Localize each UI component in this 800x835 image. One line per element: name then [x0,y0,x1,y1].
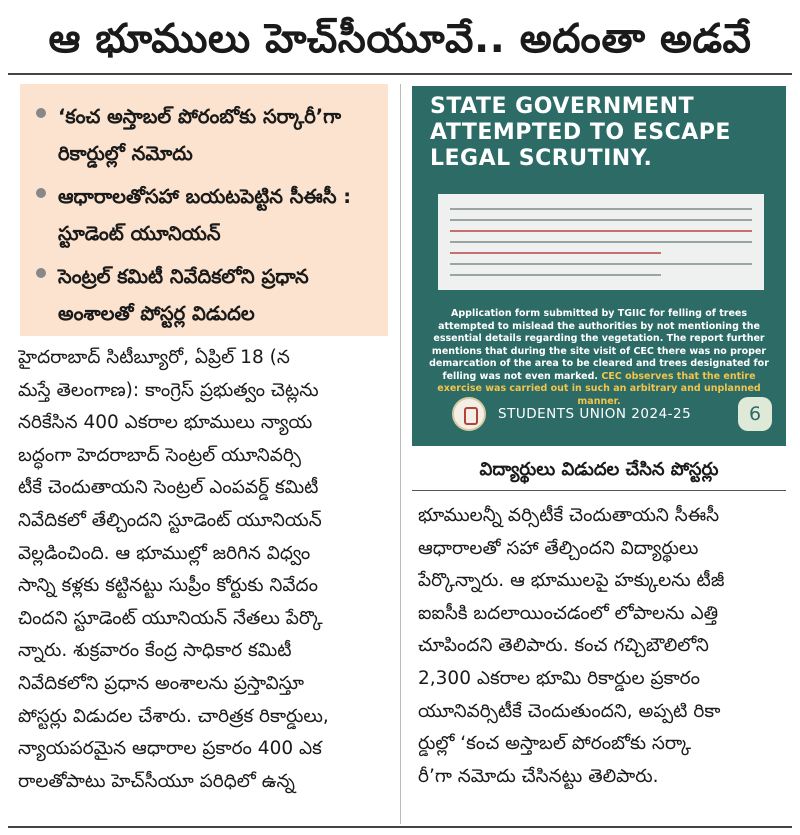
article-line: బద్ధంగా హెదరాబాద్‌ సెంట్రల్‌ యూనివర్సి [18,444,301,466]
article-line: నివేదికలో తేల్చిందని స్టూడెంట్‌ యూనియన్‌ [18,509,322,531]
poster-footer-label: STUDENTS UNION 2024-25 [498,406,692,422]
poster-page-number: 6 [738,397,772,431]
highlights-box [20,84,388,336]
bullet-dot-icon [36,268,46,278]
article-line: చిందని స్టూడెంట్‌ యూనియన్‌ నేతలు పేర్కొ [18,607,323,629]
poster-title-line: STATE GOVERNMENT [430,94,695,119]
bullet-dot-icon [36,188,46,198]
article-line: న్నారు. శుక్రవారం కేంద్ర సాధికార కమిటీ [18,640,292,662]
university-seal-icon [452,397,486,431]
bullet-dot-icon [36,108,46,118]
highlight-item [36,258,378,332]
document-excerpt-image [438,194,764,290]
top-rule [8,73,792,75]
article-line: రీ’గా నమోదు చేసినట్టు తెలిపారు. [418,765,659,787]
poster-caption-text [424,308,774,408]
article-line: సాన్ని కళ్లకు కట్టినట్టు సుప్రీం కోర్టుకు నివేదం [18,575,318,597]
article-column-right [418,500,788,793]
poster-title [424,94,774,172]
article-line: నివేదికలోని ప్రధాన అంశాలను ప్రస్తావిస్తూ [18,672,305,694]
article-line: నరికేసిన 400 ఎకరాల భూములు న్యాయ [18,412,313,434]
article-line: వెల్లడించింది. ఆ భూముల్లో జరిగిన విధ్వం [18,542,311,564]
article-column-left [18,342,390,798]
article-line: ర్డుల్లో ‘కంచ అస్తాబల్‌ పోరంబోకు సర్కా [418,733,692,755]
bottom-rule [8,826,792,828]
article-line: యూనివర్సిటీకే చెందుతుందని, అప్పటి రికా [418,700,721,722]
poster-title-line: ATTEMPTED TO ESCAPE [430,120,731,145]
article-line: భూములన్నీ వర్సిటీకే చెందుతాయని సీఈసీ [418,505,720,526]
poster-footer [452,394,772,434]
highlight-text: సెంట్రల్‌ కమిటీ నివేదికలోని ప్రధాన అంశాలతో పోస్టర్ల విడుదల [58,265,309,325]
article-line: మస్తే తెలంగాణ): కాంగ్రెస్‌ ప్రభుత్వం చెట్లను [18,379,319,401]
poster-title-line: LEGAL SCRUTINY. [430,146,653,171]
poster-caption-highlight: CEC observes that the entire exercise was carried out in such an arbitrary and unplanned manner. [437,370,761,407]
article-line: చూపిందని తెలిపారు. కంచ గచ్చిబౌలిలోని [418,635,709,657]
article-line: ఆధారాలతో సహా తేల్చిందని విద్యార్థులు [418,537,699,559]
article-line: హైదరాబాద్‌ సిటీబ్యూరో, ఏప్రిల్‌ 18 (న [18,347,290,368]
article-line: పేర్కొన్నారు. ఆ భూములపై హక్కులను టీజీ [418,570,725,592]
highlight-item [36,178,378,252]
caption-rule [412,490,786,491]
poster-image [412,86,786,446]
poster-caption: విద్యార్థులు విడుదల చేసిన పోస్టర్లు [479,459,719,480]
highlight-text: ఆధారాలతోసహా బయటపెట్టిన సీఈసీ : స్టూడెంట్‌ యూనియన్‌ [58,185,352,245]
highlight-item [36,98,378,172]
article-line: టీకే చెందుతాయని సెంట్రల్‌ ఎంపవర్డ్‌ కమిటీ [18,477,319,499]
article-line: న్యాయపరమైన ఆధారాల ప్రకారం 400 ఎక [18,738,322,760]
article-line: ఐఐసీకి బదలాయించడంలో లోపాలను ఎత్తి [418,602,719,624]
article-line: 2,300 ఎకరాల భూమి రికార్డుల ప్రకారం [418,667,701,689]
column-divider [400,84,401,824]
article-line: రాలతోపాటు హెచ్‌సీయూ పరిధిలో ఉన్న [18,770,295,792]
poster-caption-main: Application form submitted by TGIIC for felling of trees attempted to mislead the authorities by not mentioning the essential details regarding the vegetation. The report further mentions that during the site visit of CEC there was no proper demarcation of the area to be cleared and trees designated for felling was not even marked. [429,308,769,382]
highlight-text: ‘కంచ అస్తాబల్‌ పోరంబోకు సర్కారీ’గా రికార్డుల్లో నమోదు [58,105,342,165]
article-line: పోస్టర్లు విడుదల చేశారు. చారిత్రక రికార్డులు, [18,705,329,727]
headline: ఆ భూములు హెచ్‌సీయూవే.. అదంతా అడవే [48,16,752,62]
